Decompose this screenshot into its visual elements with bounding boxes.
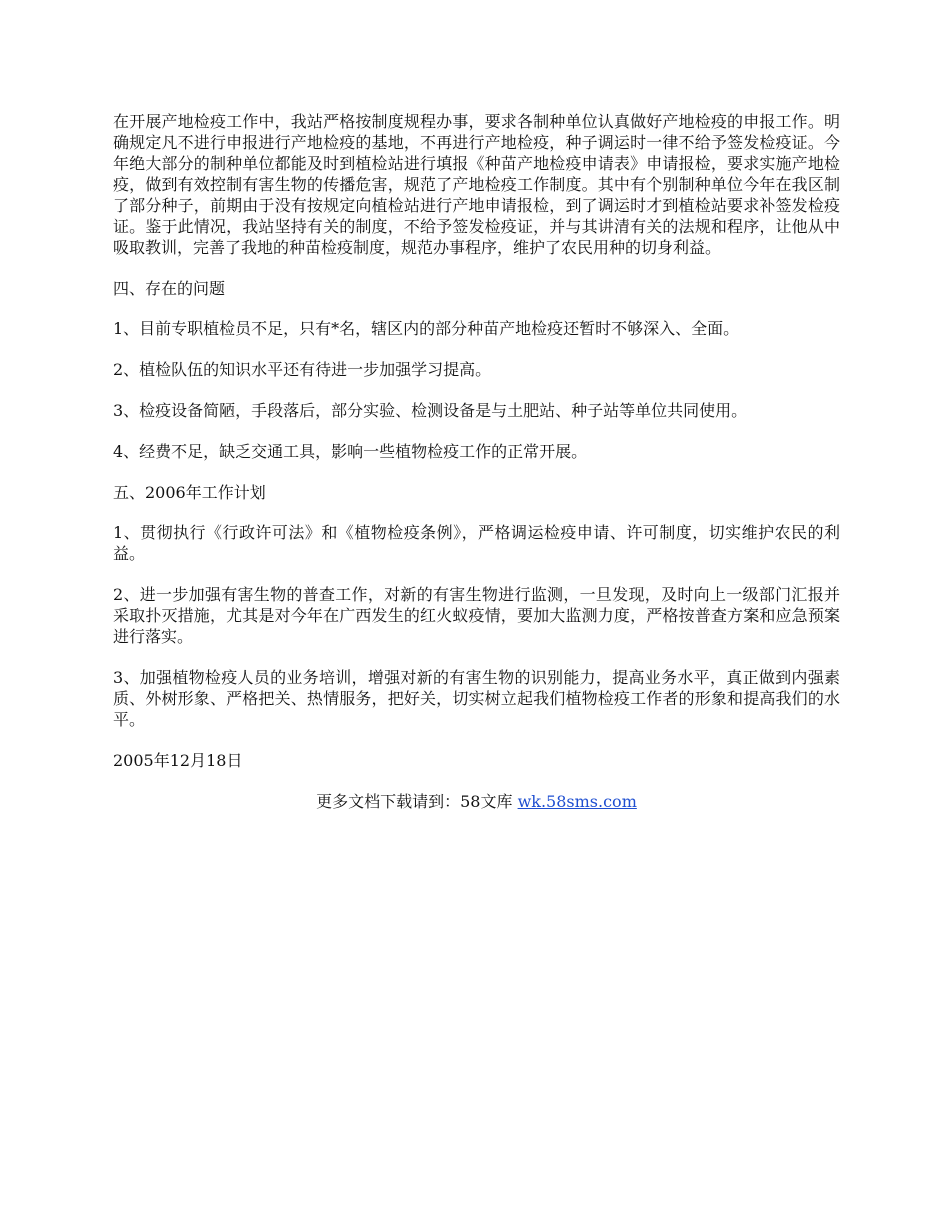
document-page	[113, 111, 840, 812]
document-date: 2005年12月18日	[113, 751, 243, 770]
footer-download-note	[113, 791, 840, 812]
problem-item-4: 4、经费不足，缺乏交通工具，影响一些植物检疫工作的正常开展。	[113, 442, 588, 461]
plan-item-1: 1、贯彻执行《行政许可法》和《植物检疫条例》，严格调运检疫申请、许可制度，切实维护农民的利益。	[113, 523, 840, 563]
footer-link[interactable]: wk.58sms.com	[517, 792, 637, 811]
problem-item-1: 1、目前专职植检员不足，只有*名，辖区内的部分种苗产地检疫还暂时不够深入、全面。	[113, 319, 740, 338]
plan-item-2: 2、进一步加强有害生物的普查工作，对新的有害生物进行监测，一旦发现，及时向上一级部门汇报并采取扑灭措施，尤其是对今年在广西发生的红火蚁疫情，要加大监测力度，严格按普查方案和应急预案进行落实。	[113, 585, 840, 646]
problem-item-3: 3、检疫设备简陋，手段落后，部分实验、检测设备是与土肥站、种子站等单位共同使用。	[113, 401, 748, 420]
problem-item-2: 2、植检队伍的知识水平还有待进一步加强学习提高。	[113, 360, 492, 379]
plan-item-3: 3、加强植物检疫人员的业务培训，增强对新的有害生物的识别能力，提高业务水平，真正做到内强素质、外树形象、严格把关、热情服务，把好关，切实树立起我们植物检疫工作者的形象和提高我们的水平。	[113, 668, 840, 729]
paragraph-quarantine-work: 在开展产地检疫工作中，我站严格按制度规程办事，要求各制种单位认真做好产地检疫的申报工作。明确规定凡不进行申报进行产地检疫的基地，不再进行产地检疫，种子调运时一律不给予签发检疫证。今年绝大部分的制种单位都能及时到植检站进行填报《种苗产地检疫申请表》申请报检，要求实施产地检疫，做到有效控制有害生物的传播危害，规范了产地检疫工作制度。其中有个别制种单位今年在我区制了部分种子，前期由于没有按规定向植检站进行产地申请报检，到了调运时才到植检站要求补签发检疫证。鉴于此情况，我站坚持有关的制度，不给予签发检疫证，并与其讲清有关的法规和程序，让他从中吸取教训，完善了我地的种苗检疫制度，规范办事程序，维护了农民用种的切身利益。	[113, 112, 840, 257]
heading-existing-problems: 四、存在的问题	[113, 279, 226, 298]
heading-work-plan-2006: 五、2006年工作计划	[113, 483, 266, 502]
footer-prefix: 更多文档下载请到：58文库	[316, 792, 518, 811]
